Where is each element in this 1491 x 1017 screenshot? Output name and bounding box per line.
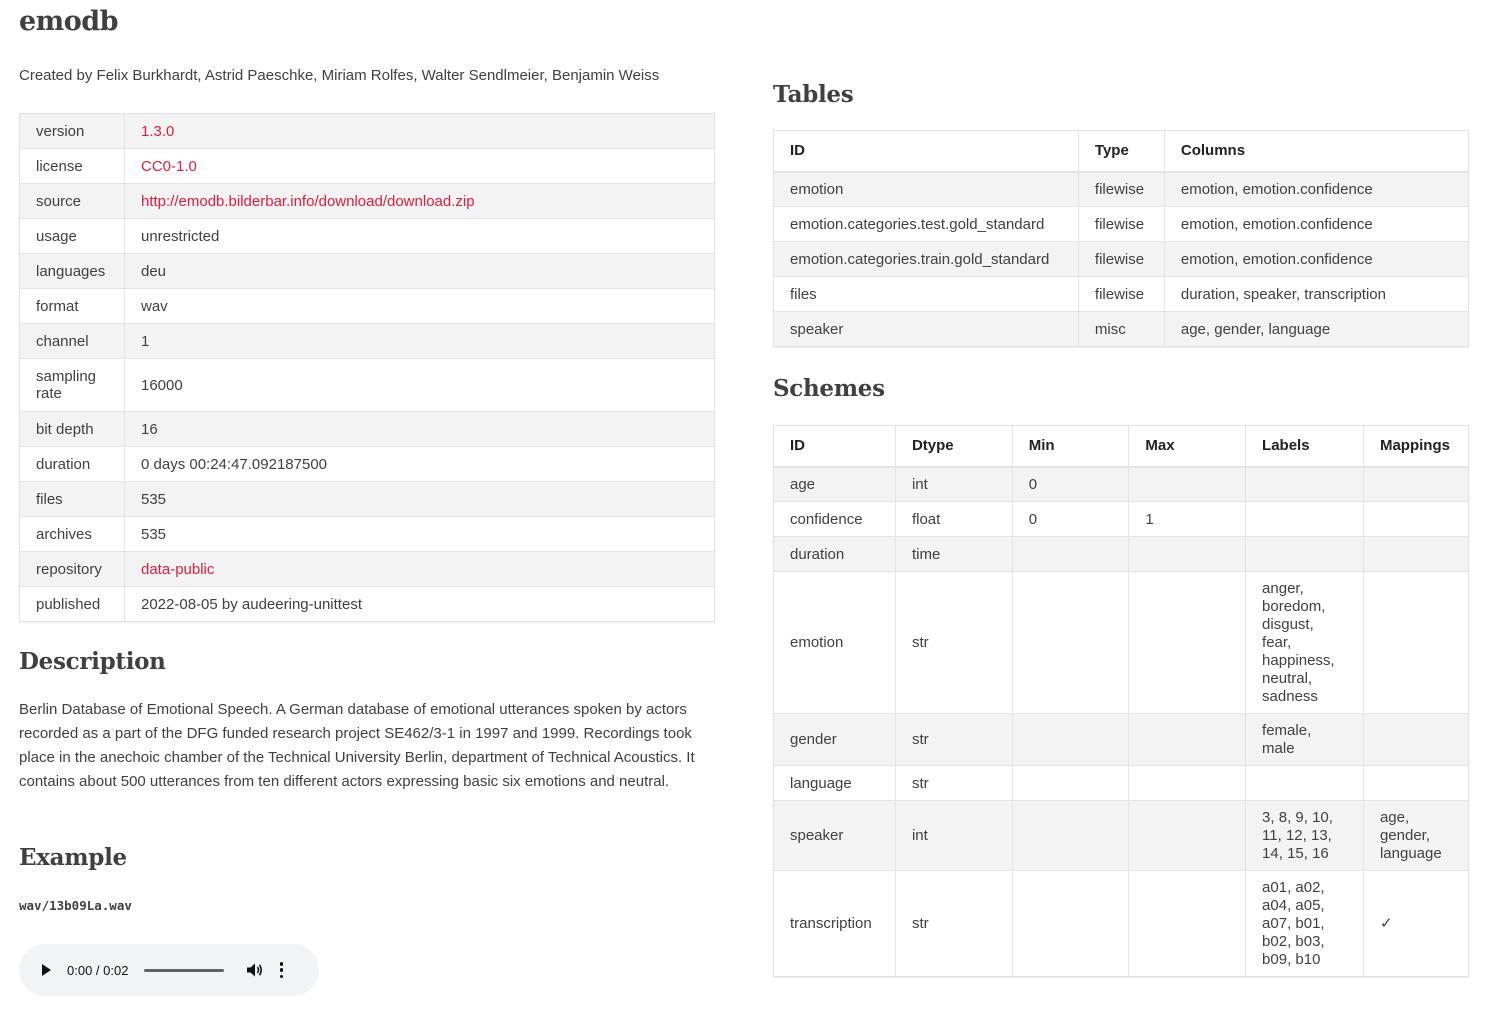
schemes-max-cell: [1129, 714, 1246, 766]
schemes-id-cell: language: [774, 766, 896, 801]
meta-value: 2022-08-05 by audeering-unittest: [125, 587, 715, 622]
play-button[interactable]: [39, 963, 53, 977]
audio-player[interactable]: [19, 944, 319, 996]
schemes-labels-line: a07, b01,: [1262, 914, 1325, 932]
schemes-row: [774, 801, 1469, 871]
menu-dot-icon: [280, 962, 284, 966]
meta-row: [20, 184, 715, 219]
schemes-dtype-cell: str: [895, 572, 1012, 714]
schemes-table: [773, 425, 1469, 977]
schemes-row: [774, 766, 1469, 801]
tables-cell: emotion, emotion.confidence: [1164, 242, 1468, 277]
tables-cell: filewise: [1078, 172, 1164, 207]
meta-key: version: [20, 114, 125, 149]
example-heading: Example: [19, 844, 127, 871]
audio-time-display: 0:00 / 0:02: [67, 962, 129, 978]
schemes-labels-line: neutral,: [1262, 669, 1313, 687]
tables-cell: misc: [1078, 312, 1164, 347]
schemes-dtype-cell: str: [895, 871, 1012, 977]
schemes-mappings-cell: [1363, 502, 1468, 537]
schemes-max-cell: [1129, 801, 1246, 871]
play-icon: [42, 964, 51, 976]
schemes-labels-cell: [1246, 537, 1364, 572]
meta-value-link[interactable]: http://emodb.bilderbar.info/download/download.zip: [141, 192, 475, 210]
meta-key: duration: [20, 447, 125, 482]
tables-cell: emotion, emotion.confidence: [1164, 207, 1468, 242]
meta-key: files: [20, 482, 125, 517]
tables-cell: speaker: [774, 312, 1079, 347]
meta-row: [20, 412, 715, 447]
meta-value: 1: [125, 324, 715, 359]
schemes-labels-line: sadness: [1262, 687, 1318, 705]
schemes-row: [774, 467, 1469, 502]
schemes-id-cell: confidence: [774, 502, 896, 537]
schemes-labels-line: female,: [1262, 721, 1312, 739]
meta-key: usage: [20, 219, 125, 254]
page-title: emodb: [19, 6, 119, 37]
example-filename: wav/13b09La.wav: [19, 898, 132, 913]
schemes-labels-line: a04, a05,: [1262, 896, 1325, 914]
meta-key: bit depth: [20, 412, 125, 447]
schemes-mappings-cell: [1363, 572, 1468, 714]
meta-row: [20, 482, 715, 517]
meta-value-link[interactable]: CC0-1.0: [141, 157, 197, 175]
meta-key: channel: [20, 324, 125, 359]
schemes-min-cell: [1012, 871, 1129, 977]
schemes-min-cell: [1012, 801, 1129, 871]
meta-value: deu: [125, 254, 715, 289]
tables-cell: emotion.categories.test.gold_standard: [774, 207, 1079, 242]
schemes-labels-cell: [1246, 801, 1364, 871]
tables-cell: duration, speaker, transcription: [1164, 277, 1468, 312]
schemes-labels-cell: [1246, 502, 1364, 537]
meta-value: unrestricted: [125, 219, 715, 254]
menu-dot-icon: [280, 975, 284, 979]
meta-key: format: [20, 289, 125, 324]
meta-key: source: [20, 184, 125, 219]
schemes-labels-cell: [1246, 714, 1364, 766]
tables-row: [774, 277, 1469, 312]
schemes-id-cell: duration: [774, 537, 896, 572]
schemes-row: [774, 537, 1469, 572]
tables-cell: filewise: [1078, 207, 1164, 242]
meta-value: [125, 184, 715, 219]
schemes-labels-line: 3, 8, 9, 10,: [1262, 808, 1333, 826]
volume-button[interactable]: [246, 962, 264, 978]
schemes-id-cell: gender: [774, 714, 896, 766]
schemes-max-cell: [1129, 871, 1246, 977]
tables-row: [774, 312, 1469, 347]
schemes-max-cell: [1129, 766, 1246, 801]
meta-value: 0 days 00:24:47.092187500: [125, 447, 715, 482]
schemes-labels-line: b09, b10: [1262, 950, 1321, 968]
meta-value: [125, 149, 715, 184]
schemes-dtype-cell: float: [895, 502, 1012, 537]
schemes-id-cell: age: [774, 467, 896, 502]
tables-row: [774, 172, 1469, 207]
schemes-dtype-cell: time: [895, 537, 1012, 572]
meta-value: 535: [125, 482, 715, 517]
schemes-labels-line: disgust,: [1262, 615, 1314, 633]
tables-cell: emotion: [774, 172, 1079, 207]
schemes-dtype-cell: int: [895, 801, 1012, 871]
schemes-header-cell: Max: [1129, 426, 1246, 467]
schemes-dtype-cell: int: [895, 467, 1012, 502]
schemes-labels-cell: [1246, 572, 1364, 714]
schemes-dtype-cell: str: [895, 766, 1012, 801]
meta-value: 16: [125, 412, 715, 447]
audio-progress-slider[interactable]: [144, 969, 224, 972]
schemes-labels-cell: [1246, 871, 1364, 977]
meta-key: repository: [20, 552, 125, 587]
schemes-labels-line: b02, b03,: [1262, 932, 1325, 950]
tables-header-cell: Type: [1078, 131, 1164, 172]
schemes-mappings-cell: [1363, 871, 1468, 977]
tables-table: [773, 130, 1469, 347]
schemes-labels-line: a01, a02,: [1262, 878, 1325, 896]
schemes-labels-line: boredom,: [1262, 597, 1326, 615]
schemes-max-cell: [1129, 537, 1246, 572]
schemes-labels-line: happiness,: [1262, 651, 1335, 669]
meta-value: [125, 114, 715, 149]
schemes-mappings-line: age,: [1379, 808, 1410, 826]
meta-key: archives: [20, 517, 125, 552]
meta-row: [20, 219, 715, 254]
schemes-header-cell: Labels: [1246, 426, 1364, 467]
menu-dot-icon: [280, 968, 284, 972]
author-line: Created by Felix Burkhardt, Astrid Paeschke, Miriam Rolfes, Walter Sendlmeier, Benjamin Weiss: [19, 67, 660, 84]
meta-value: wav: [125, 289, 715, 324]
meta-row: [20, 359, 715, 412]
schemes-labels-line: 14, 15, 16: [1262, 844, 1329, 862]
tables-row: [774, 207, 1469, 242]
schemes-min-cell: [1012, 766, 1129, 801]
schemes-min-cell: [1012, 537, 1129, 572]
schemes-mappings-cell: [1363, 766, 1468, 801]
meta-row: [20, 517, 715, 552]
meta-key: license: [20, 149, 125, 184]
schemes-min-cell: 0: [1012, 467, 1129, 502]
schemes-header-cell: Mappings: [1363, 426, 1468, 467]
schemes-min-cell: [1012, 714, 1129, 766]
meta-key: languages: [20, 254, 125, 289]
schemes-mappings-cell: [1363, 714, 1468, 766]
schemes-row: [774, 572, 1469, 714]
volume-icon: [246, 962, 264, 978]
meta-row: [20, 114, 715, 149]
schemes-id-cell: transcription: [774, 871, 896, 977]
schemes-id-cell: emotion: [774, 572, 896, 714]
schemes-labels-line: male: [1262, 739, 1295, 757]
schemes-mappings-line: ✓: [1379, 914, 1393, 932]
schemes-mappings-cell: [1363, 801, 1468, 871]
schemes-dtype-cell: str: [895, 714, 1012, 766]
meta-row: [20, 254, 715, 289]
meta-row: [20, 149, 715, 184]
schemes-labels-line: anger,: [1262, 579, 1304, 597]
schemes-labels-line: fear,: [1262, 633, 1292, 651]
schemes-mappings-cell: [1363, 467, 1468, 502]
schemes-max-cell: [1129, 572, 1246, 714]
meta-key: published: [20, 587, 125, 622]
meta-value: 16000: [125, 359, 715, 412]
meta-value-link[interactable]: data-public: [141, 560, 215, 578]
meta-row: [20, 447, 715, 482]
schemes-mappings-line: gender,: [1379, 826, 1431, 844]
schemes-labels-cell: [1246, 467, 1364, 502]
schemes-row: [774, 502, 1469, 537]
tables-cell: emotion, emotion.confidence: [1164, 172, 1468, 207]
tables-cell: emotion.categories.train.gold_standard: [774, 242, 1079, 277]
tables-header-cell: Columns: [1164, 131, 1468, 172]
schemes-row: [774, 871, 1469, 977]
schemes-header-cell: Dtype: [895, 426, 1012, 467]
meta-value: [125, 552, 715, 587]
tables-row: [774, 242, 1469, 277]
more-options-button[interactable]: [278, 962, 284, 978]
tables-header-cell: ID: [774, 131, 1079, 172]
schemes-heading: Schemes: [773, 375, 885, 402]
schemes-max-cell: [1129, 467, 1246, 502]
schemes-max-cell: 1: [1129, 502, 1246, 537]
meta-row: [20, 552, 715, 587]
tables-cell: age, gender, language: [1164, 312, 1468, 347]
tables-heading: Tables: [773, 81, 854, 108]
schemes-mappings-cell: [1363, 537, 1468, 572]
tables-cell: files: [774, 277, 1079, 312]
schemes-min-cell: 0: [1012, 502, 1129, 537]
description-text: Berlin Database of Emotional Speech. A German database of emotional utterances spoken by actors recorded as a part of the DFG funded research project SE462/3-1 in 1997 and 1999. Recordings took place in the anechoic chamber of the Technical University Berlin, department of Technical Acoustics. It contains about 500 utterances from ten different actors expressing basic six emotions and neutral.: [19, 701, 695, 790]
meta-value: 535: [125, 517, 715, 552]
meta-row: [20, 324, 715, 359]
meta-key: sampling rate: [20, 359, 125, 412]
schemes-labels-line: 11, 12, 13,: [1262, 826, 1332, 844]
schemes-labels-cell: [1246, 766, 1364, 801]
description-heading: Description: [19, 648, 166, 675]
schemes-min-cell: [1012, 572, 1129, 714]
meta-row: [20, 587, 715, 622]
schemes-id-cell: speaker: [774, 801, 896, 871]
schemes-mappings-line: language: [1379, 844, 1442, 862]
meta-row: [20, 289, 715, 324]
meta-value-link[interactable]: 1.3.0: [141, 122, 175, 140]
metadata-table: [19, 113, 715, 622]
schemes-row: [774, 714, 1469, 766]
schemes-header-cell: ID: [774, 426, 896, 467]
tables-cell: filewise: [1078, 277, 1164, 312]
tables-cell: filewise: [1078, 242, 1164, 277]
schemes-header-cell: Min: [1012, 426, 1129, 467]
